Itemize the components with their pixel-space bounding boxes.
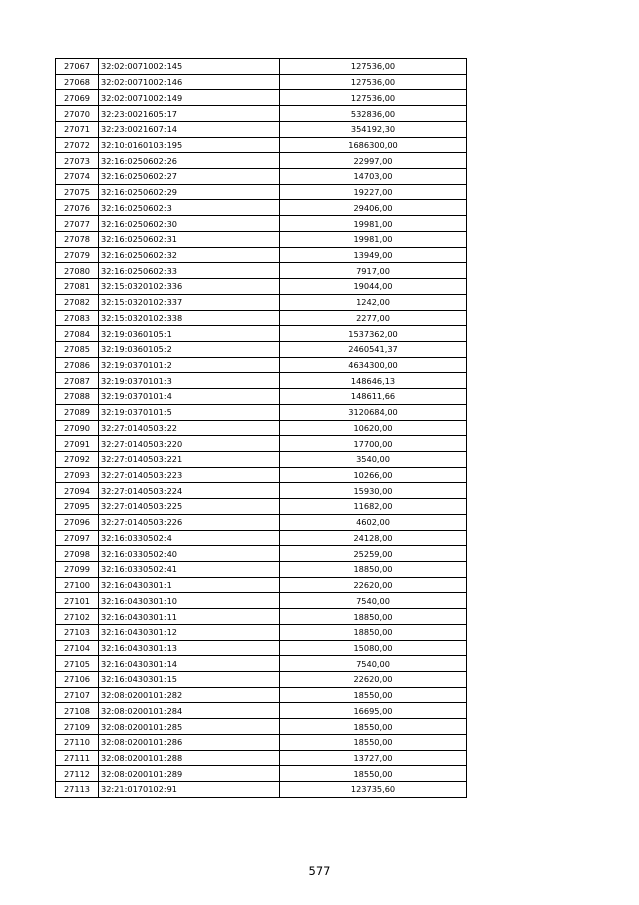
cadastral-number-cell: 32:08:0200101:286 [99, 734, 280, 750]
table-row [56, 562, 467, 578]
row-number-cell: 27079 [56, 247, 99, 263]
row-number-cell: 27069 [56, 90, 99, 106]
cadastral-number-cell: 32:16:0250602:33 [99, 263, 280, 279]
value-cell: 18850,00 [280, 562, 467, 578]
table-row [56, 499, 467, 515]
row-number-cell: 27071 [56, 121, 99, 137]
row-number-cell: 27083 [56, 310, 99, 326]
cadastral-number-cell: 32:27:0140503:226 [99, 514, 280, 530]
value-cell: 148611,66 [280, 389, 467, 405]
row-number-cell: 27105 [56, 656, 99, 672]
table-row [56, 546, 467, 562]
value-cell: 148646,13 [280, 373, 467, 389]
cadastral-number-cell: 32:16:0430301:15 [99, 672, 280, 688]
value-cell: 24128,00 [280, 530, 467, 546]
value-cell: 2460541,37 [280, 341, 467, 357]
cadastral-number-cell: 32:19:0360105:2 [99, 341, 280, 357]
table-row [56, 169, 467, 185]
value-cell: 532836,00 [280, 106, 467, 122]
table-row [56, 216, 467, 232]
value-cell: 22620,00 [280, 672, 467, 688]
table-row [56, 357, 467, 373]
cadastral-number-cell: 32:16:0430301:13 [99, 640, 280, 656]
value-cell: 2277,00 [280, 310, 467, 326]
cadastral-number-cell: 32:23:0021605:17 [99, 106, 280, 122]
table-row [56, 640, 467, 656]
cadastral-number-cell: 32:19:0370101:2 [99, 357, 280, 373]
value-cell: 4634300,00 [280, 357, 467, 373]
table-row [56, 750, 467, 766]
row-number-cell: 27102 [56, 609, 99, 625]
row-number-cell: 27113 [56, 782, 99, 798]
value-cell: 1686300,00 [280, 137, 467, 153]
value-cell: 7917,00 [280, 263, 467, 279]
row-number-cell: 27110 [56, 734, 99, 750]
table-row [56, 106, 467, 122]
cadastral-number-cell: 32:08:0200101:282 [99, 687, 280, 703]
row-number-cell: 27103 [56, 624, 99, 640]
table-row [56, 137, 467, 153]
row-number-cell: 27098 [56, 546, 99, 562]
cadastral-number-cell: 32:02:0071002:149 [99, 90, 280, 106]
value-cell: 1242,00 [280, 294, 467, 310]
row-number-cell: 27091 [56, 436, 99, 452]
cadastral-number-cell: 32:08:0200101:285 [99, 719, 280, 735]
value-cell: 18850,00 [280, 624, 467, 640]
row-number-cell: 27067 [56, 59, 99, 75]
row-number-cell: 27100 [56, 577, 99, 593]
row-number-cell: 27080 [56, 263, 99, 279]
row-number-cell: 27090 [56, 420, 99, 436]
value-cell: 18550,00 [280, 734, 467, 750]
table-row [56, 90, 467, 106]
table-row [56, 719, 467, 735]
row-number-cell: 27081 [56, 279, 99, 295]
table-row [56, 609, 467, 625]
cadastral-number-cell: 32:27:0140503:221 [99, 451, 280, 467]
row-number-cell: 27078 [56, 231, 99, 247]
row-number-cell: 27092 [56, 451, 99, 467]
value-cell: 354192,30 [280, 121, 467, 137]
row-number-cell: 27075 [56, 184, 99, 200]
data-table [55, 58, 467, 798]
row-number-cell: 27111 [56, 750, 99, 766]
cadastral-number-cell: 32:08:0200101:288 [99, 750, 280, 766]
cadastral-number-cell: 32:15:0320102:337 [99, 294, 280, 310]
cadastral-number-cell: 32:02:0071002:146 [99, 74, 280, 90]
table-row [56, 404, 467, 420]
row-number-cell: 27087 [56, 373, 99, 389]
value-cell: 15930,00 [280, 483, 467, 499]
value-cell: 127536,00 [280, 90, 467, 106]
table-row [56, 530, 467, 546]
page-number: 577 [308, 864, 331, 878]
cadastral-number-cell: 32:15:0320102:336 [99, 279, 280, 295]
table-row [56, 483, 467, 499]
table-row [56, 200, 467, 216]
value-cell: 1537362,00 [280, 326, 467, 342]
cadastral-number-cell: 32:15:0320102:338 [99, 310, 280, 326]
table-row [56, 121, 467, 137]
table-row [56, 703, 467, 719]
value-cell: 19227,00 [280, 184, 467, 200]
cadastral-number-cell: 32:08:0200101:284 [99, 703, 280, 719]
cadastral-number-cell: 32:16:0330502:40 [99, 546, 280, 562]
cadastral-number-cell: 32:16:0250602:30 [99, 216, 280, 232]
table-row [56, 766, 467, 782]
value-cell: 29406,00 [280, 200, 467, 216]
value-cell: 7540,00 [280, 656, 467, 672]
table-row [56, 514, 467, 530]
row-number-cell: 27074 [56, 169, 99, 185]
value-cell: 19981,00 [280, 231, 467, 247]
value-cell: 11682,00 [280, 499, 467, 515]
cadastral-number-cell: 32:27:0140503:224 [99, 483, 280, 499]
value-cell: 19981,00 [280, 216, 467, 232]
row-number-cell: 27072 [56, 137, 99, 153]
cadastral-number-cell: 32:16:0330502:4 [99, 530, 280, 546]
value-cell: 4602,00 [280, 514, 467, 530]
cadastral-number-cell: 32:16:0250602:27 [99, 169, 280, 185]
table-row [56, 231, 467, 247]
cadastral-number-cell: 32:16:0430301:1 [99, 577, 280, 593]
cadastral-number-cell: 32:19:0370101:4 [99, 389, 280, 405]
value-cell: 3120684,00 [280, 404, 467, 420]
row-number-cell: 27108 [56, 703, 99, 719]
value-cell: 123735,60 [280, 782, 467, 798]
value-cell: 18550,00 [280, 687, 467, 703]
value-cell: 16695,00 [280, 703, 467, 719]
row-number-cell: 27093 [56, 467, 99, 483]
row-number-cell: 27089 [56, 404, 99, 420]
table-row [56, 451, 467, 467]
value-cell: 18550,00 [280, 719, 467, 735]
row-number-cell: 27077 [56, 216, 99, 232]
table-body [56, 59, 467, 798]
table-row [56, 687, 467, 703]
table-row [56, 577, 467, 593]
row-number-cell: 27095 [56, 499, 99, 515]
cadastral-number-cell: 32:27:0140503:22 [99, 420, 280, 436]
value-cell: 18850,00 [280, 609, 467, 625]
cadastral-number-cell: 32:27:0140503:225 [99, 499, 280, 515]
table-row [56, 373, 467, 389]
table-row [56, 420, 467, 436]
row-number-cell: 27094 [56, 483, 99, 499]
table-row [56, 734, 467, 750]
value-cell: 22997,00 [280, 153, 467, 169]
table-row [56, 59, 467, 75]
value-cell: 13727,00 [280, 750, 467, 766]
table-row [56, 341, 467, 357]
table-row [56, 279, 467, 295]
row-number-cell: 27104 [56, 640, 99, 656]
cadastral-number-cell: 32:10:0160103:195 [99, 137, 280, 153]
row-number-cell: 27085 [56, 341, 99, 357]
value-cell: 127536,00 [280, 59, 467, 75]
value-cell: 10620,00 [280, 420, 467, 436]
table-row [56, 310, 467, 326]
row-number-cell: 27097 [56, 530, 99, 546]
table-row [56, 672, 467, 688]
value-cell: 15080,00 [280, 640, 467, 656]
cadastral-number-cell: 32:19:0370101:5 [99, 404, 280, 420]
table-row [56, 74, 467, 90]
table-row [56, 247, 467, 263]
row-number-cell: 27106 [56, 672, 99, 688]
cadastral-number-cell: 32:16:0250602:32 [99, 247, 280, 263]
value-cell: 18550,00 [280, 766, 467, 782]
value-cell: 7540,00 [280, 593, 467, 609]
table-row [56, 593, 467, 609]
table-row [56, 467, 467, 483]
cadastral-number-cell: 32:16:0430301:10 [99, 593, 280, 609]
row-number-cell: 27086 [56, 357, 99, 373]
cadastral-number-cell: 32:16:0250602:26 [99, 153, 280, 169]
row-number-cell: 27096 [56, 514, 99, 530]
row-number-cell: 27068 [56, 74, 99, 90]
cadastral-number-cell: 32:16:0430301:12 [99, 624, 280, 640]
table-row [56, 436, 467, 452]
cadastral-number-cell: 32:19:0370101:3 [99, 373, 280, 389]
value-cell: 127536,00 [280, 74, 467, 90]
cadastral-number-cell: 32:16:0430301:11 [99, 609, 280, 625]
row-number-cell: 27101 [56, 593, 99, 609]
cadastral-number-cell: 32:27:0140503:223 [99, 467, 280, 483]
cadastral-number-cell: 32:16:0250602:3 [99, 200, 280, 216]
value-cell: 13949,00 [280, 247, 467, 263]
row-number-cell: 27073 [56, 153, 99, 169]
cadastral-number-cell: 32:21:0170102:91 [99, 782, 280, 798]
value-cell: 10266,00 [280, 467, 467, 483]
cadastral-number-cell: 32:02:0071002:145 [99, 59, 280, 75]
row-number-cell: 27112 [56, 766, 99, 782]
cadastral-number-cell: 32:23:0021607:14 [99, 121, 280, 137]
value-cell: 3540,00 [280, 451, 467, 467]
row-number-cell: 27076 [56, 200, 99, 216]
cadastral-number-cell: 32:16:0430301:14 [99, 656, 280, 672]
cadastral-number-cell: 32:27:0140503:220 [99, 436, 280, 452]
cadastral-number-cell: 32:16:0330502:41 [99, 562, 280, 578]
row-number-cell: 27107 [56, 687, 99, 703]
value-cell: 19044,00 [280, 279, 467, 295]
table-row [56, 389, 467, 405]
cadastral-number-cell: 32:16:0250602:29 [99, 184, 280, 200]
table-row [56, 184, 467, 200]
value-cell: 22620,00 [280, 577, 467, 593]
table-row [56, 263, 467, 279]
row-number-cell: 27109 [56, 719, 99, 735]
cadastral-number-cell: 32:19:0360105:1 [99, 326, 280, 342]
row-number-cell: 27082 [56, 294, 99, 310]
value-cell: 14703,00 [280, 169, 467, 185]
table-row [56, 656, 467, 672]
row-number-cell: 27070 [56, 106, 99, 122]
value-cell: 25259,00 [280, 546, 467, 562]
table-row [56, 326, 467, 342]
value-cell: 17700,00 [280, 436, 467, 452]
cadastral-number-cell: 32:16:0250602:31 [99, 231, 280, 247]
cadastral-number-cell: 32:08:0200101:289 [99, 766, 280, 782]
row-number-cell: 27099 [56, 562, 99, 578]
table-row [56, 153, 467, 169]
table-row [56, 624, 467, 640]
table-row [56, 294, 467, 310]
row-number-cell: 27088 [56, 389, 99, 405]
row-number-cell: 27084 [56, 326, 99, 342]
table-row [56, 782, 467, 798]
